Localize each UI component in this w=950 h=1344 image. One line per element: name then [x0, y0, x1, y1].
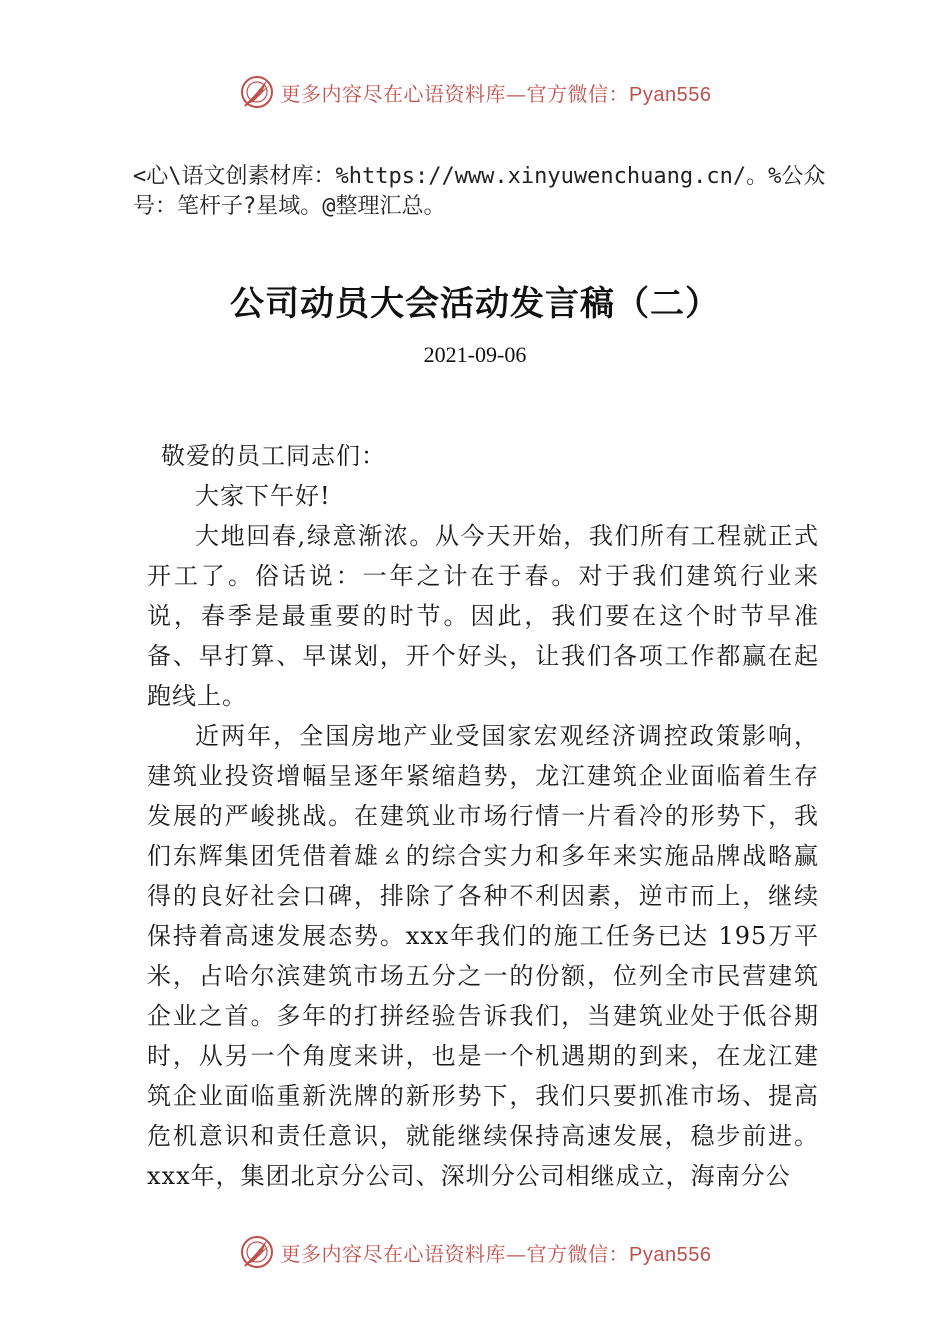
paragraph: 大地回春,绿意渐浓。从今天开始，我们所有工程就正式开工了。俗话说：一年之计在于春。对于我们建筑行业来说，春季是最重要的时节。因此，我们要在这个时节早准备、早打算、早谋划，开个好头，让我们各项工作都赢在起跑线上。	[147, 522, 819, 710]
document-date: 2021-09-06	[423, 342, 527, 367]
feather-pen-logo-icon	[239, 74, 275, 110]
paragraph: 近两年，全国房地产业受国家宏观经济调控政策影响，建筑业投资增幅呈逐年紧缩趋势，龙江建筑企业面临着生存发展的严峻挑战。在建筑业市场行情一片看冷的形势下，我们东辉集团凭借着雄ㄠ的综合实力和多年来实施品牌战略赢得的良好社会口碑，排除了各种不利因素，逆市而上，继续保持着高速发展态势。xxx年我们的施工任务已达 195万平米，占哈尔滨建筑市场五分之一的份额，位列全市民营建筑企业之首。多年的打拼经验告诉我们，当建筑业处于低谷期时，从另一个角度来讲，也是一个机遇期的到来，在龙江建筑企业面临重新洗牌的新形势下，我们只要抓准市场、提高危机意识和责任意识，就能继续保持高速发展，稳步前进。xxx年，集团北京分公司、深圳分公司相继成立，海南分公	[147, 722, 819, 1190]
banner-text: 更多内容尽在心语资料库—官方微信：Pyan556	[280, 1241, 712, 1266]
header-banner	[0, 70, 950, 114]
salutation: 敬爱的员工同志们：	[161, 442, 386, 470]
banner-text: 更多内容尽在心语资料库—官方微信：Pyan556	[280, 81, 712, 106]
feather-pen-logo-icon	[239, 1234, 275, 1270]
document-body	[147, 436, 819, 1196]
paragraph: 大家下午好!	[195, 482, 331, 510]
source-note: <心\语文创素材库：%https://www.xinyuwenchuang.cn/。%公众号：笔杆子?星域。@整理汇总。	[133, 164, 826, 219]
footer-banner	[0, 1230, 950, 1274]
document-title: 公司动员大会活动发言稿（二）	[230, 284, 720, 324]
